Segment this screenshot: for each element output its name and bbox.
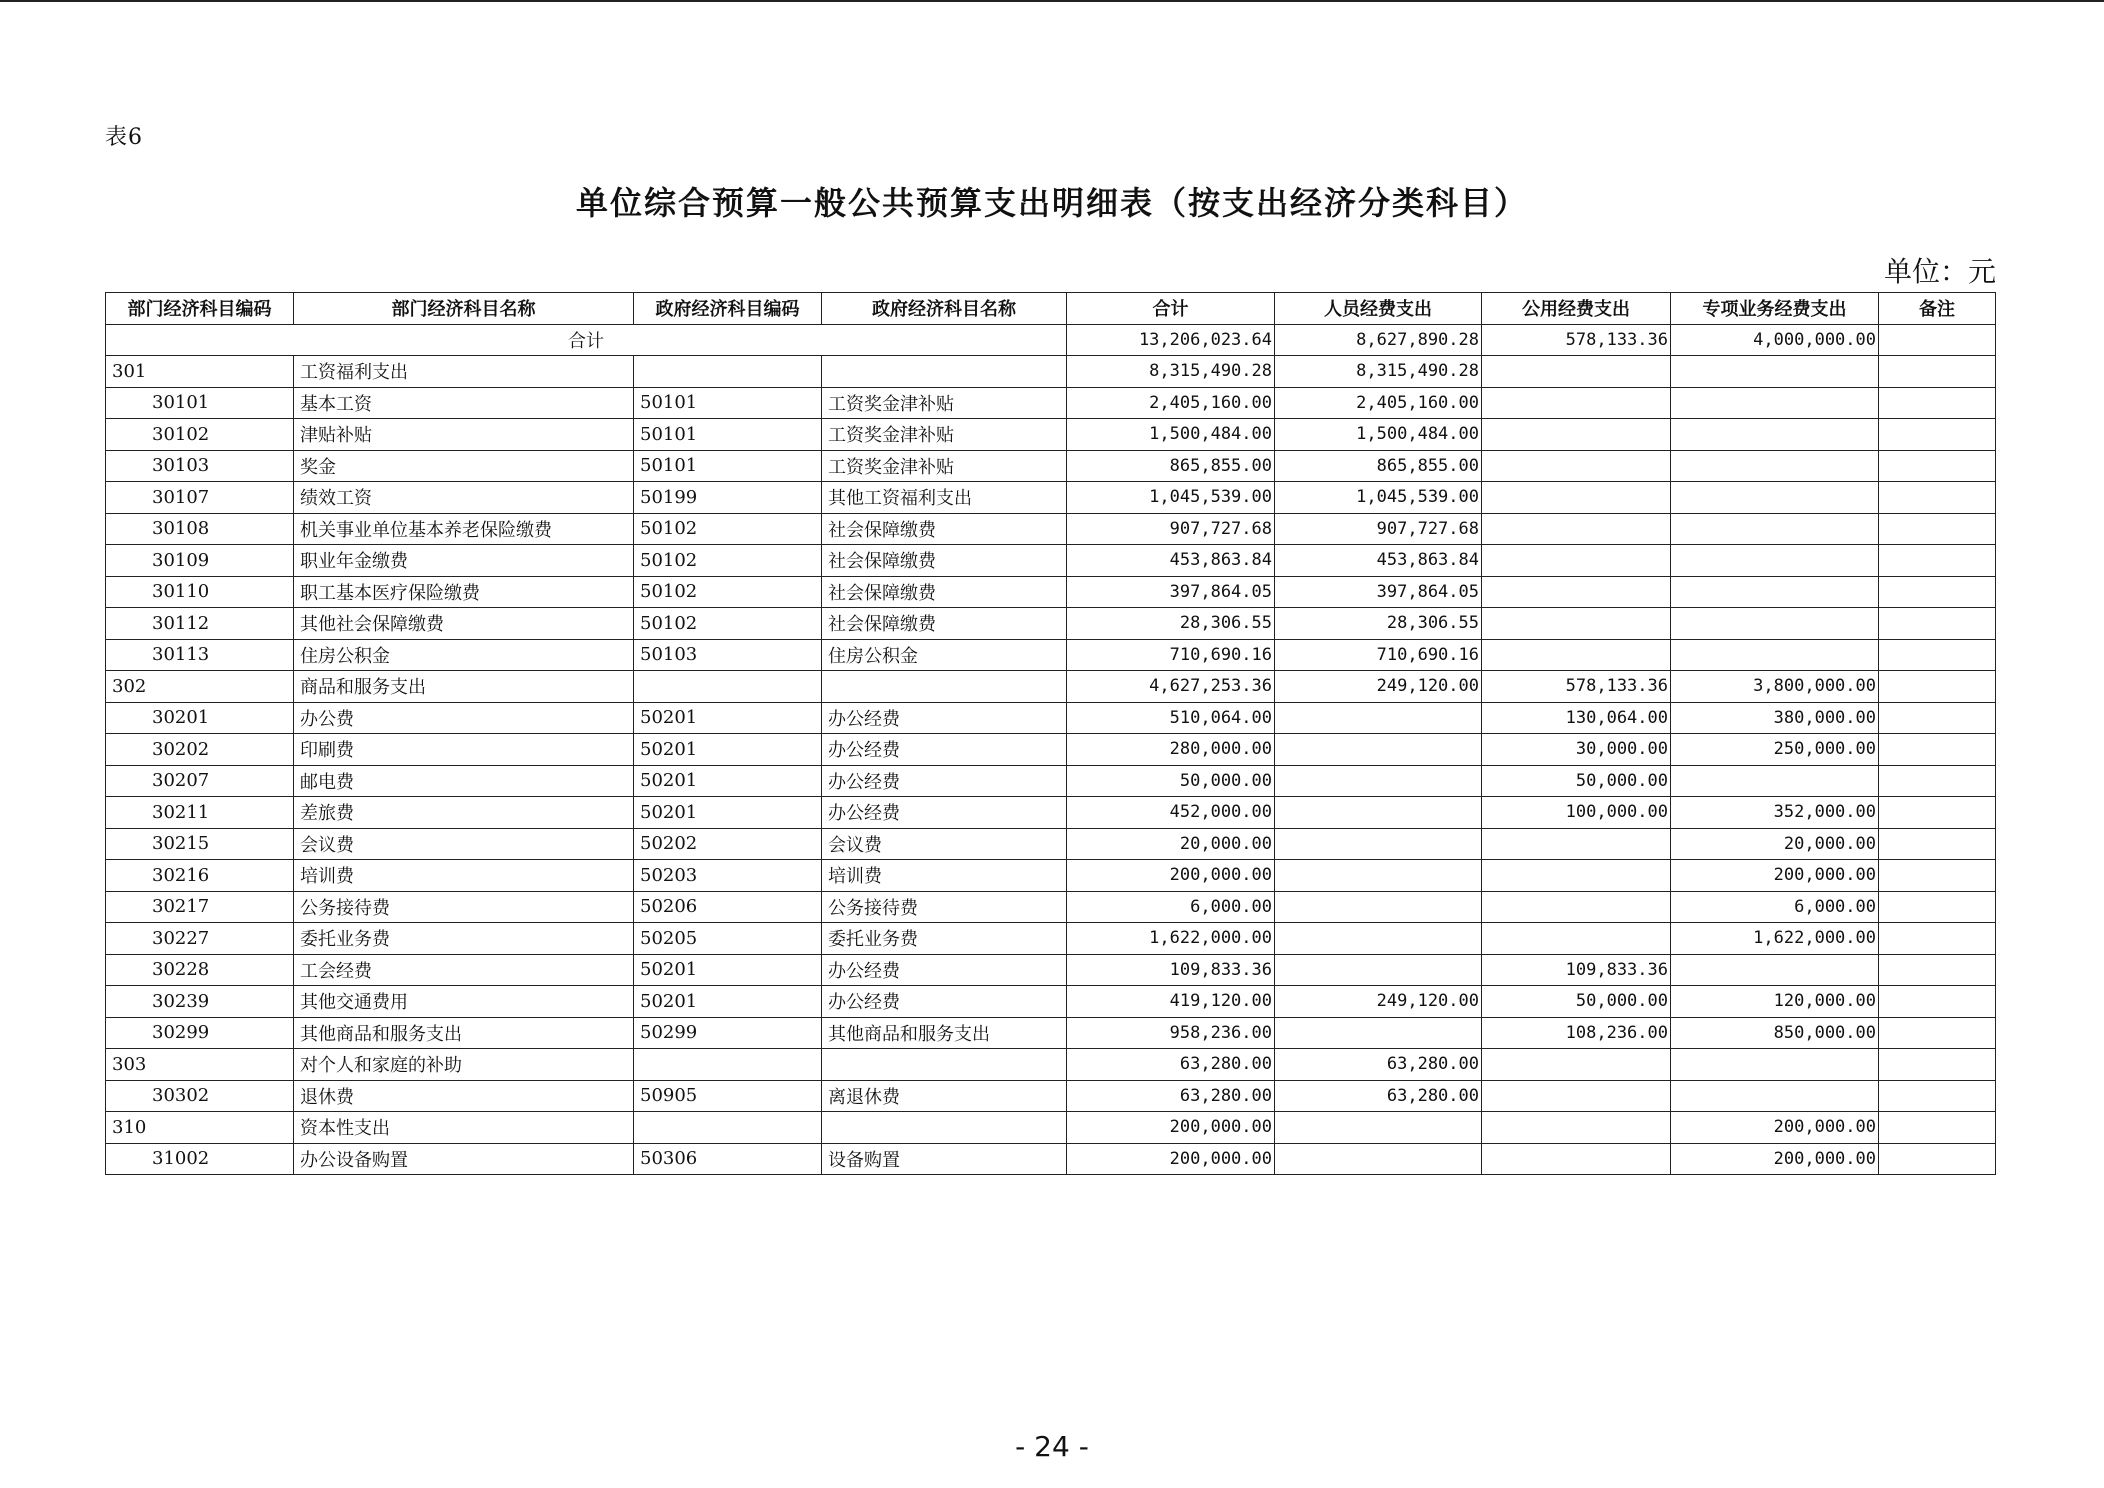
cell-gov-name: 办公经费 [822,734,1067,766]
cell-gov-code [634,1112,822,1144]
cell-personnel: 397,864.05 [1275,576,1482,608]
cell-gov-name: 社会保障缴费 [822,545,1067,577]
cell-gov-name [822,356,1067,388]
cell-personnel: 63,280.00 [1275,1049,1482,1081]
cell-gov-name: 工资奖金津补贴 [822,419,1067,451]
cell-gov-code: 50299 [634,1017,822,1049]
cell-gov-code: 50101 [634,387,822,419]
cell-dept-code: 310 [106,1112,294,1144]
cell-gov-name: 社会保障缴费 [822,513,1067,545]
cell-gov-name: 工资奖金津补贴 [822,387,1067,419]
table-row [106,1049,1996,1081]
table-row [106,513,1996,545]
cell-special [1671,1080,1879,1112]
cell-gov-code: 50103 [634,639,822,671]
cell-dept-code: 31002 [106,1143,294,1175]
table-row [106,387,1996,419]
cell-gov-name: 设备购置 [822,1143,1067,1175]
cell-public: 50,000.00 [1482,765,1671,797]
cell-remark [1879,482,1996,514]
cell-public [1482,608,1671,640]
table-row [106,1143,1996,1175]
cell-dept-code: 30207 [106,765,294,797]
budget-table [105,292,1996,1175]
cell-total: 8,315,490.28 [1067,356,1275,388]
cell-personnel [1275,765,1482,797]
cell-total: 2,405,160.00 [1067,387,1275,419]
cell-public [1482,576,1671,608]
cell-total: 20,000.00 [1067,828,1275,860]
cell-dept-name: 办公设备购置 [294,1143,634,1175]
cell-gov-code: 50101 [634,419,822,451]
cell-public [1482,419,1671,451]
cell-special [1671,576,1879,608]
cell-personnel [1275,1143,1482,1175]
cell-remark [1879,1143,1996,1175]
cell-dept-name: 住房公积金 [294,639,634,671]
cell-special [1671,545,1879,577]
cell-gov-name: 培训费 [822,860,1067,892]
cell-dept-name: 公务接待费 [294,891,634,923]
cell-gov-code [634,671,822,703]
table-row [106,545,1996,577]
cell-gov-name: 工资奖金津补贴 [822,450,1067,482]
cell-special: 20,000.00 [1671,828,1879,860]
cell-remark [1879,923,1996,955]
cell-public [1482,545,1671,577]
total-row-label: 合计 [106,324,1067,356]
cell-remark [1879,545,1996,577]
cell-dept-code: 30216 [106,860,294,892]
cell-remark [1879,860,1996,892]
cell-gov-code: 50203 [634,860,822,892]
table-row [106,1080,1996,1112]
cell-special: 200,000.00 [1671,860,1879,892]
cell-dept-code: 30101 [106,387,294,419]
cell-personnel [1275,828,1482,860]
cell-gov-code: 50206 [634,891,822,923]
cell-dept-name: 办公费 [294,702,634,734]
cell-dept-name: 差旅费 [294,797,634,829]
cell-special [1671,1049,1879,1081]
header-dept-code: 部门经济科目编码 [106,293,294,325]
cell-dept-name: 绩效工资 [294,482,634,514]
cell-special: 3,800,000.00 [1671,671,1879,703]
cell-special: 200,000.00 [1671,1143,1879,1175]
cell-gov-code [634,1049,822,1081]
cell-dept-name: 机关事业单位基本养老保险缴费 [294,513,634,545]
cell-dept-name: 基本工资 [294,387,634,419]
cell-gov-code: 50201 [634,702,822,734]
cell-special: 850,000.00 [1671,1017,1879,1049]
cell-personnel [1275,954,1482,986]
cell-public [1482,923,1671,955]
cell-remark [1879,1112,1996,1144]
cell-dept-name: 工资福利支出 [294,356,634,388]
cell-gov-code: 50201 [634,734,822,766]
cell-special [1671,608,1879,640]
cell-gov-code: 50205 [634,923,822,955]
cell-total: 50,000.00 [1067,765,1275,797]
cell-dept-name: 资本性支出 [294,1112,634,1144]
header-row [106,293,1996,325]
cell-remark [1879,828,1996,860]
cell-personnel: 1,045,539.00 [1275,482,1482,514]
cell-total: 6,000.00 [1067,891,1275,923]
cell-gov-name: 办公经费 [822,954,1067,986]
cell-total: 63,280.00 [1067,1080,1275,1112]
cell-dept-name: 工会经费 [294,954,634,986]
table-row [106,639,1996,671]
cell-personnel: 28,306.55 [1275,608,1482,640]
cell-gov-code: 50201 [634,986,822,1018]
cell-total: 452,000.00 [1067,797,1275,829]
cell-total: 200,000.00 [1067,860,1275,892]
cell-remark [1879,1017,1996,1049]
cell-gov-code: 50201 [634,954,822,986]
cell-personnel [1275,891,1482,923]
cell-public [1482,1049,1671,1081]
cell-dept-code: 30299 [106,1017,294,1049]
cell-remark [1879,513,1996,545]
cell-remark [1879,954,1996,986]
table-row [106,923,1996,955]
cell-personnel: 63,280.00 [1275,1080,1482,1112]
cell-gov-name: 办公经费 [822,765,1067,797]
cell-dept-code: 30302 [106,1080,294,1112]
cell-remark [1879,734,1996,766]
table-row [106,702,1996,734]
table-row [106,828,1996,860]
page-number: - 24 - [1015,1430,1089,1463]
cell-public [1482,828,1671,860]
table-row [106,1017,1996,1049]
cell-dept-name: 津贴补贴 [294,419,634,451]
total-row-special: 4,000,000.00 [1671,324,1879,356]
cell-dept-name: 对个人和家庭的补助 [294,1049,634,1081]
cell-public [1482,356,1671,388]
cell-dept-name: 职工基本医疗保险缴费 [294,576,634,608]
cell-personnel: 710,690.16 [1275,639,1482,671]
header-personnel: 人员经费支出 [1275,293,1482,325]
cell-gov-name: 其他商品和服务支出 [822,1017,1067,1049]
cell-public [1482,891,1671,923]
cell-special [1671,765,1879,797]
cell-total: 280,000.00 [1067,734,1275,766]
header-dept-name: 部门经济科目名称 [294,293,634,325]
cell-dept-code: 30102 [106,419,294,451]
cell-personnel [1275,734,1482,766]
cell-dept-code: 30211 [106,797,294,829]
cell-special: 380,000.00 [1671,702,1879,734]
cell-total: 200,000.00 [1067,1143,1275,1175]
cell-personnel: 453,863.84 [1275,545,1482,577]
cell-total: 710,690.16 [1067,639,1275,671]
table-row [106,608,1996,640]
table-row [106,1112,1996,1144]
cell-remark [1879,450,1996,482]
cell-public [1482,450,1671,482]
table-row [106,986,1996,1018]
cell-dept-code: 30113 [106,639,294,671]
total-row-total: 13,206,023.64 [1067,324,1275,356]
cell-gov-code: 50102 [634,513,822,545]
header-gov-code: 政府经济科目编码 [634,293,822,325]
cell-gov-name: 离退休费 [822,1080,1067,1112]
cell-personnel: 8,315,490.28 [1275,356,1482,388]
cell-public: 109,833.36 [1482,954,1671,986]
cell-special: 250,000.00 [1671,734,1879,766]
cell-gov-name: 委托业务费 [822,923,1067,955]
header-special: 专项业务经费支出 [1671,293,1879,325]
table-row [106,891,1996,923]
cell-personnel [1275,923,1482,955]
total-row [106,324,1996,356]
cell-total: 958,236.00 [1067,1017,1275,1049]
cell-total: 4,627,253.36 [1067,671,1275,703]
unit-label: 单位：元 [1883,255,1996,288]
table-body [106,324,1996,1175]
cell-gov-name [822,1112,1067,1144]
cell-personnel: 907,727.68 [1275,513,1482,545]
cell-personnel [1275,1017,1482,1049]
cell-total: 28,306.55 [1067,608,1275,640]
table-row [106,482,1996,514]
cell-remark [1879,765,1996,797]
cell-dept-code: 30112 [106,608,294,640]
cell-dept-code: 301 [106,356,294,388]
cell-dept-name: 其他交通费用 [294,986,634,1018]
cell-dept-code: 30103 [106,450,294,482]
budget-table-container [105,292,1995,1175]
cell-special [1671,513,1879,545]
cell-dept-code: 30227 [106,923,294,955]
cell-special: 200,000.00 [1671,1112,1879,1144]
cell-gov-code: 50201 [634,797,822,829]
cell-gov-code: 50905 [634,1080,822,1112]
cell-gov-code: 50102 [634,576,822,608]
cell-gov-code: 50199 [634,482,822,514]
cell-special: 352,000.00 [1671,797,1879,829]
cell-dept-name: 印刷费 [294,734,634,766]
header-total: 合计 [1067,293,1275,325]
cell-total: 397,864.05 [1067,576,1275,608]
cell-public [1482,1112,1671,1144]
cell-dept-code: 30110 [106,576,294,608]
cell-dept-code: 30108 [106,513,294,545]
cell-public [1482,1143,1671,1175]
cell-total: 510,064.00 [1067,702,1275,734]
cell-gov-name: 办公经费 [822,702,1067,734]
cell-personnel [1275,797,1482,829]
cell-dept-name: 其他商品和服务支出 [294,1017,634,1049]
cell-total: 109,833.36 [1067,954,1275,986]
cell-gov-name: 住房公积金 [822,639,1067,671]
cell-personnel [1275,860,1482,892]
cell-special: 6,000.00 [1671,891,1879,923]
cell-dept-name: 其他社会保障缴费 [294,608,634,640]
cell-dept-code: 30215 [106,828,294,860]
cell-dept-name: 奖金 [294,450,634,482]
cell-special [1671,639,1879,671]
cell-remark [1879,702,1996,734]
cell-gov-code: 50102 [634,608,822,640]
table-row [106,356,1996,388]
cell-public: 130,064.00 [1482,702,1671,734]
cell-public [1482,387,1671,419]
cell-total: 907,727.68 [1067,513,1275,545]
table-row [106,450,1996,482]
cell-remark [1879,986,1996,1018]
cell-remark [1879,1080,1996,1112]
cell-remark [1879,419,1996,451]
cell-personnel: 2,405,160.00 [1275,387,1482,419]
cell-personnel [1275,1112,1482,1144]
cell-remark [1879,891,1996,923]
cell-dept-name: 邮电费 [294,765,634,797]
cell-dept-code: 30109 [106,545,294,577]
table-row [106,734,1996,766]
header-gov-name: 政府经济科目名称 [822,293,1067,325]
cell-total: 419,120.00 [1067,986,1275,1018]
cell-gov-name: 社会保障缴费 [822,576,1067,608]
header-remark: 备注 [1879,293,1996,325]
cell-public [1482,482,1671,514]
page-title: 单位综合预算一般公共预算支出明细表（按支出经济分类科目） [575,184,1528,222]
cell-total: 1,500,484.00 [1067,419,1275,451]
table-row [106,954,1996,986]
cell-public: 108,236.00 [1482,1017,1671,1049]
cell-total: 1,045,539.00 [1067,482,1275,514]
table-row [106,671,1996,703]
cell-dept-code: 30239 [106,986,294,1018]
table-label: 表6 [105,125,143,150]
cell-special [1671,450,1879,482]
cell-total: 1,622,000.00 [1067,923,1275,955]
cell-personnel: 1,500,484.00 [1275,419,1482,451]
cell-public [1482,1080,1671,1112]
cell-dept-code: 30217 [106,891,294,923]
cell-special [1671,482,1879,514]
cell-dept-name: 委托业务费 [294,923,634,955]
cell-gov-name: 社会保障缴费 [822,608,1067,640]
cell-remark [1879,608,1996,640]
cell-dept-name: 会议费 [294,828,634,860]
cell-gov-name: 办公经费 [822,986,1067,1018]
cell-gov-name: 办公经费 [822,797,1067,829]
cell-public: 578,133.36 [1482,671,1671,703]
cell-special: 120,000.00 [1671,986,1879,1018]
table-row [106,797,1996,829]
cell-special [1671,954,1879,986]
header-public: 公用经费支出 [1482,293,1671,325]
table-row [106,765,1996,797]
cell-special [1671,356,1879,388]
cell-dept-code: 302 [106,671,294,703]
cell-public [1482,639,1671,671]
cell-remark [1879,387,1996,419]
cell-gov-code: 50102 [634,545,822,577]
cell-dept-code: 30201 [106,702,294,734]
total-row-remark [1879,324,1996,356]
cell-remark [1879,797,1996,829]
cell-public [1482,513,1671,545]
cell-total: 865,855.00 [1067,450,1275,482]
cell-personnel [1275,702,1482,734]
table-row [106,860,1996,892]
cell-gov-code [634,356,822,388]
cell-public: 100,000.00 [1482,797,1671,829]
cell-dept-code: 303 [106,1049,294,1081]
cell-gov-code: 50101 [634,450,822,482]
cell-gov-code: 50306 [634,1143,822,1175]
table-row [106,419,1996,451]
cell-public: 50,000.00 [1482,986,1671,1018]
cell-remark [1879,356,1996,388]
cell-special: 1,622,000.00 [1671,923,1879,955]
cell-total: 63,280.00 [1067,1049,1275,1081]
table-row [106,576,1996,608]
cell-public [1482,860,1671,892]
cell-remark [1879,639,1996,671]
cell-remark [1879,576,1996,608]
cell-dept-code: 30107 [106,482,294,514]
cell-dept-code: 30202 [106,734,294,766]
cell-dept-name: 职业年金缴费 [294,545,634,577]
cell-gov-code: 50201 [634,765,822,797]
cell-special [1671,387,1879,419]
cell-remark [1879,671,1996,703]
cell-gov-name [822,671,1067,703]
cell-dept-code: 30228 [106,954,294,986]
cell-gov-name: 公务接待费 [822,891,1067,923]
cell-dept-name: 培训费 [294,860,634,892]
cell-dept-name: 退休费 [294,1080,634,1112]
cell-personnel: 249,120.00 [1275,986,1482,1018]
cell-gov-name: 其他工资福利支出 [822,482,1067,514]
cell-remark [1879,1049,1996,1081]
cell-dept-name: 商品和服务支出 [294,671,634,703]
cell-special [1671,419,1879,451]
cell-gov-name: 会议费 [822,828,1067,860]
cell-total: 200,000.00 [1067,1112,1275,1144]
cell-total: 453,863.84 [1067,545,1275,577]
total-row-public: 578,133.36 [1482,324,1671,356]
cell-public: 30,000.00 [1482,734,1671,766]
cell-personnel: 249,120.00 [1275,671,1482,703]
cell-gov-name [822,1049,1067,1081]
total-row-personnel: 8,627,890.28 [1275,324,1482,356]
cell-gov-code: 50202 [634,828,822,860]
cell-personnel: 865,855.00 [1275,450,1482,482]
